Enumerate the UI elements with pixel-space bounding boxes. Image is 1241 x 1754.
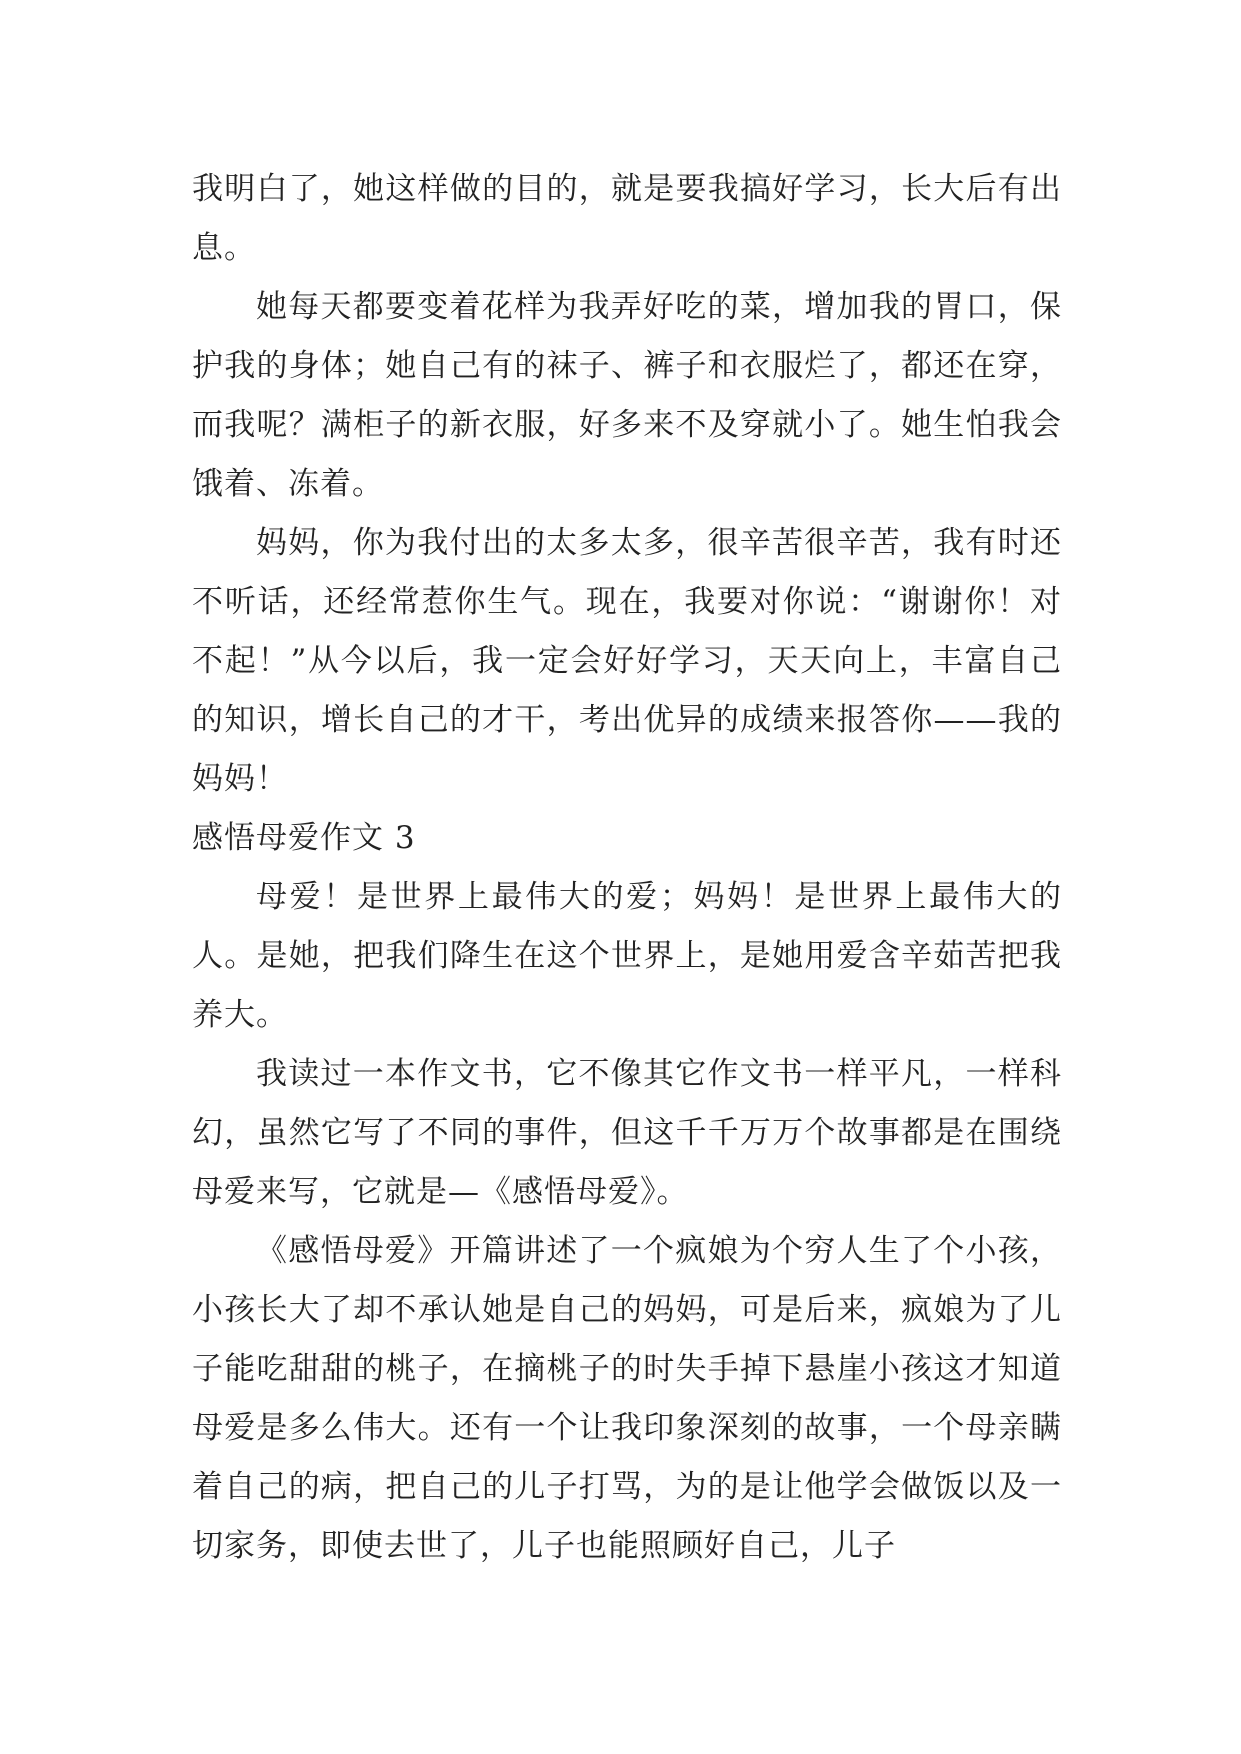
paragraph: 母爱！是世界上最伟大的爱；妈妈！是世界上最伟大的人。是她，把我们降生在这个世界上，是她用爱含辛茹苦把我养大。 xyxy=(192,879,1062,1033)
document-body xyxy=(192,160,1062,1576)
section-title: 感悟母爱作文 3 xyxy=(192,820,416,856)
paragraph: 她每天都要变着花样为我弄好吃的菜，增加我的胃口，保护我的身体；她自己有的袜子、裤子和衣服烂了，都还在穿，而我呢？满柜子的新衣服，好多来不及穿就小了。她生怕我会饿着、冻着。 xyxy=(192,289,1062,502)
paragraph: 我读过一本作文书，它不像其它作文书一样平凡，一样科幻，虽然它写了不同的事件，但这千千万万个故事都是在围绕母爱来写，它就是—《感悟母爱》。 xyxy=(192,1056,1062,1210)
paragraph: 《感悟母爱》开篇讲述了一个疯娘为个穷人生了个小孩，小孩长大了却不承认她是自己的妈妈，可是后来，疯娘为了儿子能吃甜甜的桃子，在摘桃子的时失手掉下悬崖小孩这才知道母爱是多么伟大。还有一个让我印象深刻的故事，一个母亲瞒着自己的病，把自己的儿子打骂，为的是让他学会做饭以及一切家务，即使去世了，儿子也能照顾好自己，儿子 xyxy=(192,1233,1062,1564)
paragraph: 我明白了，她这样做的目的，就是要我搞好学习，长大后有出息。 xyxy=(192,171,1062,266)
paragraph: 妈妈，你为我付出的太多太多，很辛苦很辛苦，我有时还不听话，还经常惹你生气。现在，我要对你说：“谢谢你！对不起！”从今以后，我一定会好好学习，天天向上，丰富自己的知识，增长自己的才干，考出优异的成绩来报答你——我的妈妈！ xyxy=(192,525,1062,797)
